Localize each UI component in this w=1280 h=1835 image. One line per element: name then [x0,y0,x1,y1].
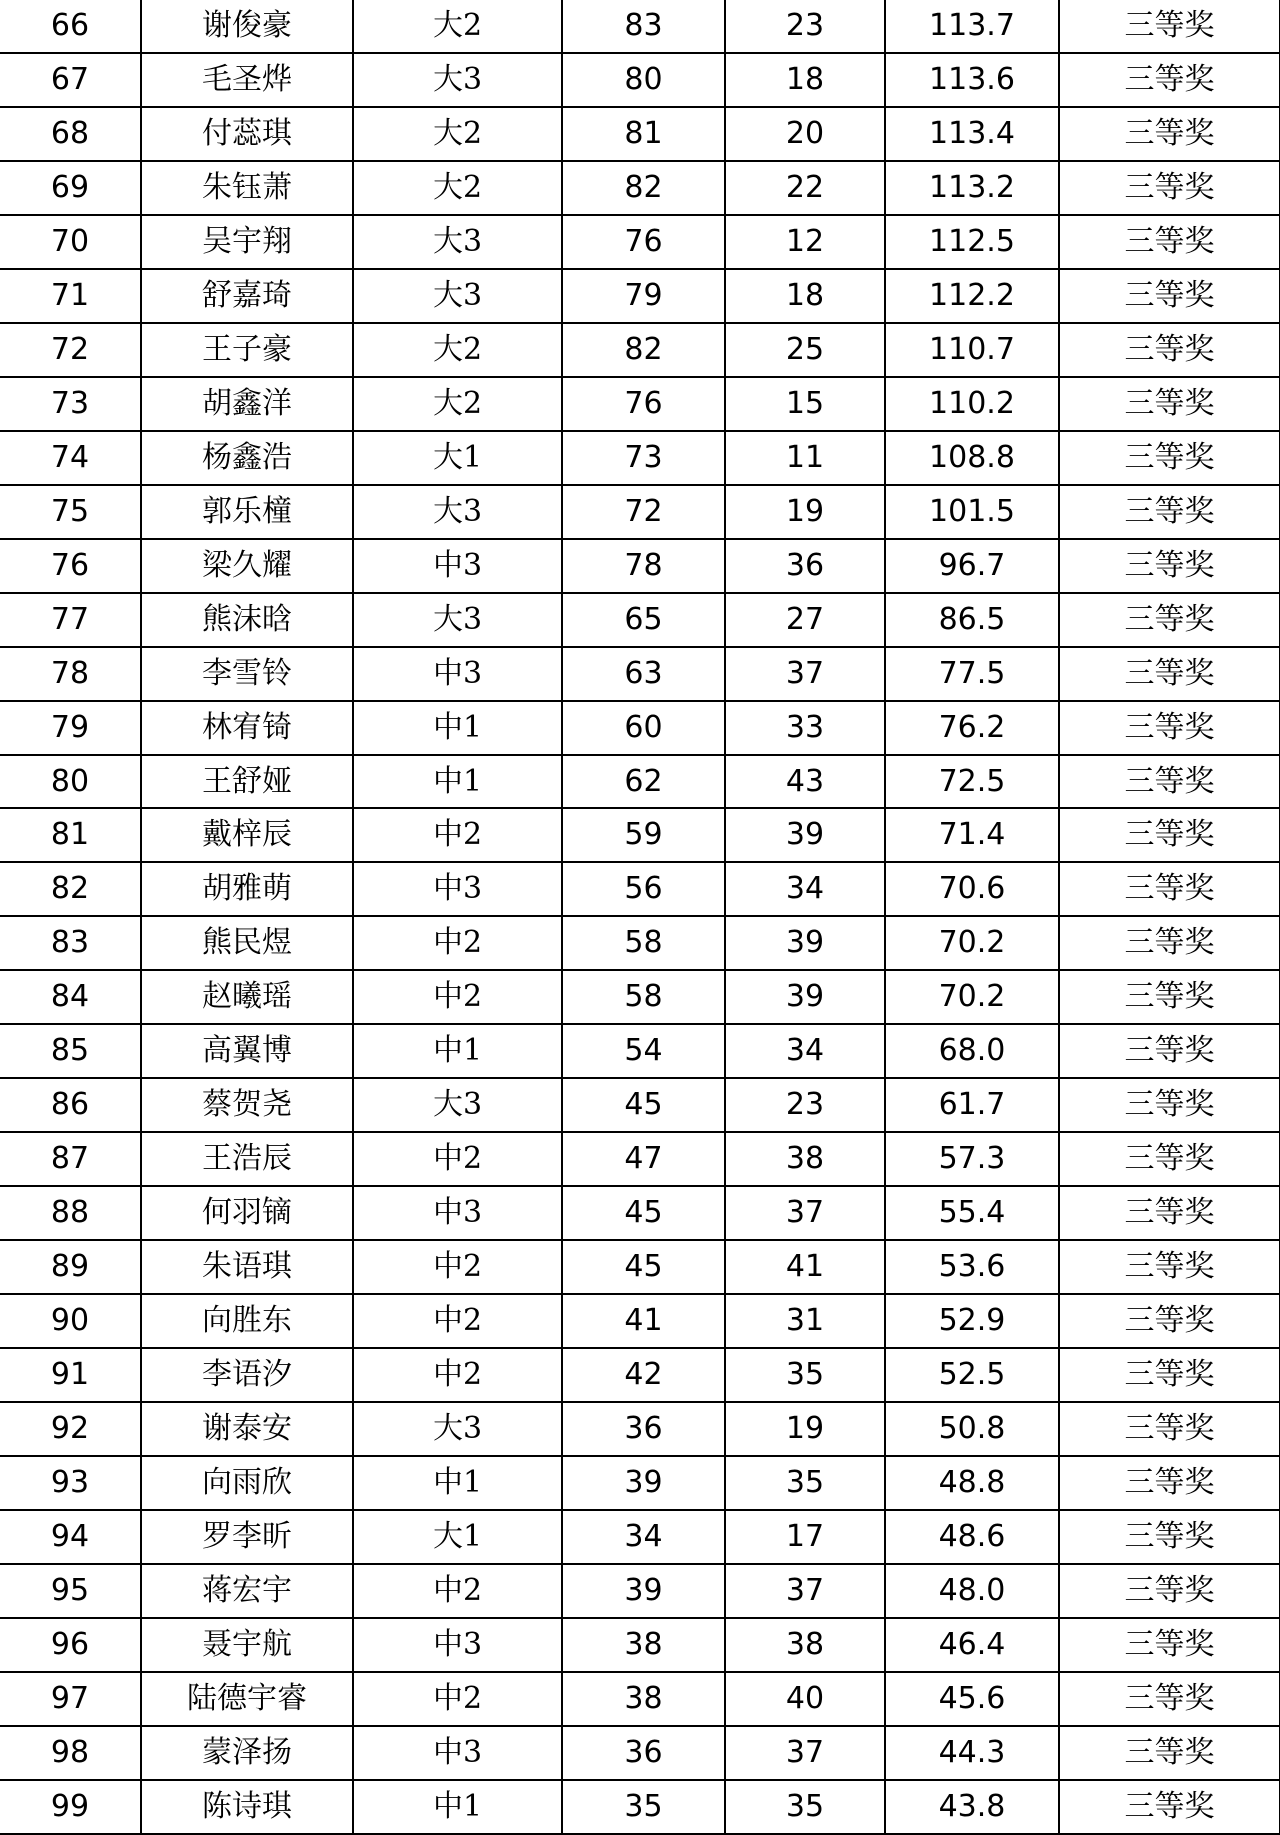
name-cell: 聂宇航 [141,1618,353,1672]
score-b-cell: 33 [725,701,885,755]
award-cell: 三等奖 [1059,1348,1280,1402]
table-row [0,808,1280,862]
rank-cell: 73 [0,377,141,431]
score-b-cell: 23 [725,1078,885,1132]
score-b-cell: 39 [725,916,885,970]
table-row [0,1780,1280,1834]
group-cell: 中1 [353,1024,562,1078]
score-a-cell: 58 [562,916,725,970]
total-cell: 86.5 [885,593,1059,647]
rank-cell: 90 [0,1294,141,1348]
total-cell: 71.4 [885,808,1059,862]
name-cell: 赵曦瑶 [141,970,353,1024]
name-cell: 舒嘉琦 [141,269,353,323]
name-cell: 毛圣烨 [141,53,353,107]
score-b-cell: 37 [725,1186,885,1240]
name-cell: 何羽镝 [141,1186,353,1240]
award-cell: 三等奖 [1059,1024,1280,1078]
total-cell: 61.7 [885,1078,1059,1132]
score-b-cell: 38 [725,1132,885,1186]
group-cell: 大3 [353,215,562,269]
score-b-cell: 38 [725,1618,885,1672]
rank-cell: 79 [0,701,141,755]
total-cell: 101.5 [885,485,1059,539]
award-cell: 三等奖 [1059,1672,1280,1726]
score-b-cell: 19 [725,485,885,539]
rank-cell: 86 [0,1078,141,1132]
table-row [0,1294,1280,1348]
name-cell: 王舒娅 [141,755,353,809]
group-cell: 大2 [353,107,562,161]
group-cell: 中2 [353,1564,562,1618]
score-a-cell: 47 [562,1132,725,1186]
table-row [0,647,1280,701]
award-cell: 三等奖 [1059,1294,1280,1348]
score-b-cell: 34 [725,1024,885,1078]
score-b-cell: 25 [725,323,885,377]
total-cell: 112.5 [885,215,1059,269]
award-cell: 三等奖 [1059,539,1280,593]
rank-cell: 78 [0,647,141,701]
score-b-cell: 27 [725,593,885,647]
total-cell: 44.3 [885,1726,1059,1780]
table-row [0,1348,1280,1402]
score-b-cell: 11 [725,431,885,485]
total-cell: 52.5 [885,1348,1059,1402]
award-cell: 三等奖 [1059,1618,1280,1672]
table-row [0,1078,1280,1132]
score-b-cell: 40 [725,1672,885,1726]
score-b-cell: 20 [725,107,885,161]
group-cell: 中3 [353,862,562,916]
score-a-cell: 35 [562,1780,725,1834]
rank-cell: 98 [0,1726,141,1780]
rank-cell: 99 [0,1780,141,1834]
name-cell: 蔡贺尧 [141,1078,353,1132]
rank-cell: 91 [0,1348,141,1402]
name-cell: 戴梓辰 [141,808,353,862]
total-cell: 113.2 [885,161,1059,215]
score-b-cell: 12 [725,215,885,269]
group-cell: 中3 [353,1618,562,1672]
table-row [0,593,1280,647]
award-cell: 三等奖 [1059,593,1280,647]
group-cell: 大3 [353,1402,562,1456]
total-cell: 45.6 [885,1672,1059,1726]
score-a-cell: 65 [562,593,725,647]
score-b-cell: 23 [725,0,885,53]
group-cell: 中3 [353,647,562,701]
score-a-cell: 45 [562,1186,725,1240]
award-cell: 三等奖 [1059,1564,1280,1618]
group-cell: 大3 [353,485,562,539]
award-cell: 三等奖 [1059,970,1280,1024]
total-cell: 113.7 [885,0,1059,53]
table-row [0,1726,1280,1780]
rank-cell: 82 [0,862,141,916]
group-cell: 中1 [353,755,562,809]
group-cell: 中3 [353,539,562,593]
table-row [0,1564,1280,1618]
total-cell: 50.8 [885,1402,1059,1456]
score-a-cell: 39 [562,1564,725,1618]
award-cell: 三等奖 [1059,862,1280,916]
score-a-cell: 39 [562,1456,725,1510]
name-cell: 向胜东 [141,1294,353,1348]
group-cell: 中2 [353,970,562,1024]
name-cell: 李雪铃 [141,647,353,701]
score-b-cell: 39 [725,808,885,862]
table-row [0,431,1280,485]
name-cell: 高翼博 [141,1024,353,1078]
rank-cell: 95 [0,1564,141,1618]
rank-cell: 71 [0,269,141,323]
score-a-cell: 59 [562,808,725,862]
name-cell: 林宥锜 [141,701,353,755]
award-cell: 三等奖 [1059,0,1280,53]
score-a-cell: 80 [562,53,725,107]
score-b-cell: 43 [725,755,885,809]
rank-cell: 80 [0,755,141,809]
name-cell: 付蕊琪 [141,107,353,161]
score-a-cell: 79 [562,269,725,323]
award-cell: 三等奖 [1059,808,1280,862]
score-a-cell: 76 [562,377,725,431]
group-cell: 大1 [353,1510,562,1564]
rank-cell: 85 [0,1024,141,1078]
score-a-cell: 81 [562,107,725,161]
score-a-cell: 82 [562,323,725,377]
score-b-cell: 41 [725,1240,885,1294]
name-cell: 王浩辰 [141,1132,353,1186]
group-cell: 大3 [353,1078,562,1132]
total-cell: 48.6 [885,1510,1059,1564]
score-b-cell: 15 [725,377,885,431]
score-a-cell: 78 [562,539,725,593]
group-cell: 中2 [353,1240,562,1294]
total-cell: 113.4 [885,107,1059,161]
score-a-cell: 60 [562,701,725,755]
group-cell: 大1 [353,431,562,485]
table-row [0,970,1280,1024]
total-cell: 48.8 [885,1456,1059,1510]
name-cell: 胡鑫洋 [141,377,353,431]
award-cell: 三等奖 [1059,377,1280,431]
award-cell: 三等奖 [1059,1186,1280,1240]
award-cell: 三等奖 [1059,701,1280,755]
award-cell: 三等奖 [1059,647,1280,701]
total-cell: 43.8 [885,1780,1059,1834]
group-cell: 中1 [353,701,562,755]
rank-cell: 66 [0,0,141,53]
name-cell: 杨鑫浩 [141,431,353,485]
rank-cell: 96 [0,1618,141,1672]
rank-cell: 84 [0,970,141,1024]
rank-cell: 68 [0,107,141,161]
table-row [0,1240,1280,1294]
score-a-cell: 36 [562,1402,725,1456]
score-a-cell: 36 [562,1726,725,1780]
total-cell: 57.3 [885,1132,1059,1186]
total-cell: 108.8 [885,431,1059,485]
rank-cell: 67 [0,53,141,107]
score-b-cell: 18 [725,269,885,323]
name-cell: 蒙泽扬 [141,1726,353,1780]
score-b-cell: 17 [725,1510,885,1564]
total-cell: 113.6 [885,53,1059,107]
score-a-cell: 56 [562,862,725,916]
rank-cell: 75 [0,485,141,539]
group-cell: 大2 [353,0,562,53]
table-row [0,755,1280,809]
rank-cell: 83 [0,916,141,970]
table-row [0,1132,1280,1186]
name-cell: 朱语琪 [141,1240,353,1294]
award-cell: 三等奖 [1059,1456,1280,1510]
group-cell: 大2 [353,161,562,215]
table-row [0,1186,1280,1240]
score-b-cell: 37 [725,1564,885,1618]
score-b-cell: 35 [725,1780,885,1834]
award-cell: 三等奖 [1059,323,1280,377]
rank-cell: 81 [0,808,141,862]
award-cell: 三等奖 [1059,107,1280,161]
award-cell: 三等奖 [1059,215,1280,269]
name-cell: 朱钰萧 [141,161,353,215]
award-cell: 三等奖 [1059,1726,1280,1780]
score-a-cell: 63 [562,647,725,701]
table-row [0,323,1280,377]
rank-cell: 72 [0,323,141,377]
score-a-cell: 54 [562,1024,725,1078]
name-cell: 李语汐 [141,1348,353,1402]
score-a-cell: 42 [562,1348,725,1402]
score-a-cell: 72 [562,485,725,539]
table-row [0,1024,1280,1078]
rank-cell: 70 [0,215,141,269]
rank-cell: 88 [0,1186,141,1240]
score-b-cell: 19 [725,1402,885,1456]
total-cell: 96.7 [885,539,1059,593]
total-cell: 55.4 [885,1186,1059,1240]
group-cell: 中1 [353,1456,562,1510]
group-cell: 大3 [353,269,562,323]
name-cell: 郭乐橦 [141,485,353,539]
award-cell: 三等奖 [1059,269,1280,323]
table-row [0,916,1280,970]
award-cell: 三等奖 [1059,161,1280,215]
table-row [0,539,1280,593]
rank-cell: 69 [0,161,141,215]
name-cell: 谢泰安 [141,1402,353,1456]
award-cell: 三等奖 [1059,1402,1280,1456]
table-row [0,1456,1280,1510]
group-cell: 中2 [353,1672,562,1726]
group-cell: 中2 [353,1132,562,1186]
score-b-cell: 18 [725,53,885,107]
table-row [0,269,1280,323]
total-cell: 76.2 [885,701,1059,755]
score-a-cell: 41 [562,1294,725,1348]
rank-cell: 93 [0,1456,141,1510]
name-cell: 谢俊豪 [141,0,353,53]
group-cell: 中2 [353,808,562,862]
score-b-cell: 39 [725,970,885,1024]
score-a-cell: 76 [562,215,725,269]
rank-cell: 94 [0,1510,141,1564]
rank-cell: 92 [0,1402,141,1456]
score-b-cell: 36 [725,539,885,593]
name-cell: 蒋宏宇 [141,1564,353,1618]
award-cell: 三等奖 [1059,1078,1280,1132]
score-a-cell: 38 [562,1672,725,1726]
score-a-cell: 34 [562,1510,725,1564]
score-a-cell: 73 [562,431,725,485]
score-b-cell: 37 [725,1726,885,1780]
group-cell: 大2 [353,323,562,377]
total-cell: 70.2 [885,970,1059,1024]
table-row [0,1618,1280,1672]
total-cell: 70.2 [885,916,1059,970]
total-cell: 46.4 [885,1618,1059,1672]
rank-cell: 89 [0,1240,141,1294]
group-cell: 大2 [353,377,562,431]
name-cell: 梁久耀 [141,539,353,593]
table-row [0,107,1280,161]
score-b-cell: 35 [725,1456,885,1510]
group-cell: 中3 [353,1726,562,1780]
total-cell: 110.7 [885,323,1059,377]
score-a-cell: 45 [562,1240,725,1294]
group-cell: 大3 [353,53,562,107]
score-a-cell: 38 [562,1618,725,1672]
table-row [0,377,1280,431]
rank-cell: 97 [0,1672,141,1726]
award-cell: 三等奖 [1059,53,1280,107]
score-b-cell: 37 [725,647,885,701]
group-cell: 中1 [353,1780,562,1834]
score-a-cell: 45 [562,1078,725,1132]
group-cell: 大3 [353,593,562,647]
rank-cell: 74 [0,431,141,485]
group-cell: 中3 [353,1186,562,1240]
table-row [0,0,1280,53]
total-cell: 53.6 [885,1240,1059,1294]
total-cell: 112.2 [885,269,1059,323]
award-cell: 三等奖 [1059,1510,1280,1564]
total-cell: 48.0 [885,1564,1059,1618]
score-a-cell: 83 [562,0,725,53]
table-row [0,1672,1280,1726]
name-cell: 熊沫晗 [141,593,353,647]
name-cell: 王子豪 [141,323,353,377]
award-cell: 三等奖 [1059,1240,1280,1294]
rank-cell: 77 [0,593,141,647]
total-cell: 72.5 [885,755,1059,809]
table-row [0,53,1280,107]
total-cell: 77.5 [885,647,1059,701]
name-cell: 熊民煜 [141,916,353,970]
score-a-cell: 82 [562,161,725,215]
name-cell: 陈诗琪 [141,1780,353,1834]
group-cell: 中2 [353,1348,562,1402]
name-cell: 罗李昕 [141,1510,353,1564]
table-row [0,161,1280,215]
name-cell: 向雨欣 [141,1456,353,1510]
award-cell: 三等奖 [1059,916,1280,970]
group-cell: 中2 [353,916,562,970]
table-row [0,485,1280,539]
award-cell: 三等奖 [1059,1780,1280,1834]
table-row [0,1510,1280,1564]
total-cell: 52.9 [885,1294,1059,1348]
name-cell: 陆德宇睿 [141,1672,353,1726]
table-row [0,701,1280,755]
table-row [0,862,1280,916]
total-cell: 68.0 [885,1024,1059,1078]
table-row [0,215,1280,269]
name-cell: 吴宇翔 [141,215,353,269]
rank-cell: 87 [0,1132,141,1186]
award-cell: 三等奖 [1059,1132,1280,1186]
total-cell: 110.2 [885,377,1059,431]
table-row [0,1402,1280,1456]
total-cell: 70.6 [885,862,1059,916]
rank-cell: 76 [0,539,141,593]
score-a-cell: 58 [562,970,725,1024]
score-b-cell: 35 [725,1348,885,1402]
score-a-cell: 62 [562,755,725,809]
score-b-cell: 34 [725,862,885,916]
name-cell: 胡雅萌 [141,862,353,916]
score-b-cell: 31 [725,1294,885,1348]
group-cell: 中2 [353,1294,562,1348]
award-cell: 三等奖 [1059,485,1280,539]
award-cell: 三等奖 [1059,431,1280,485]
award-cell: 三等奖 [1059,755,1280,809]
score-b-cell: 22 [725,161,885,215]
